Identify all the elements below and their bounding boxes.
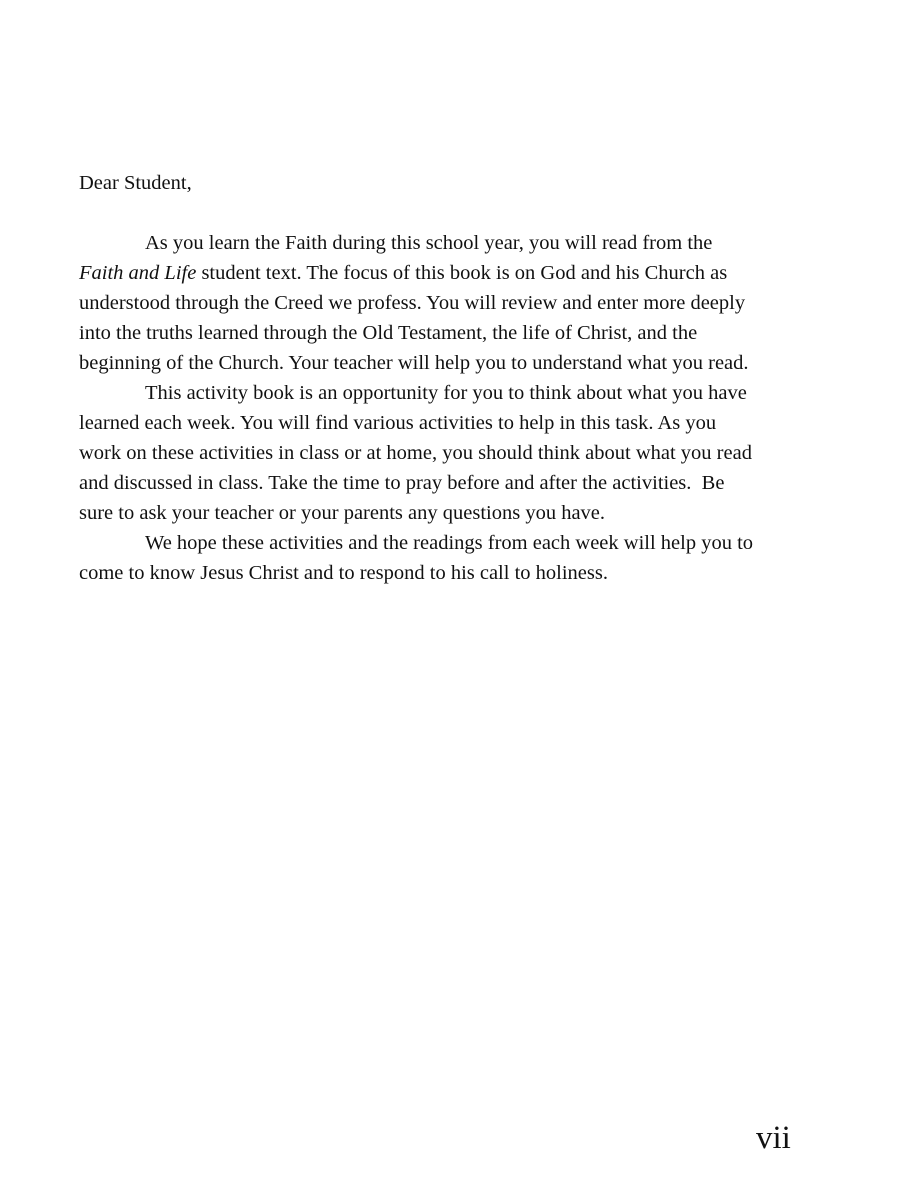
text-fragment: student text. The focus of this book is on God and his Church as [196,262,728,284]
text-line: This activity book is an opportunity for you to think about what you have [145,382,747,404]
page-number: vii [756,1120,791,1156]
text-line [79,258,799,288]
salutation: Dear Student, [79,172,192,194]
text-line: and discussed in class. Take the time to pray before and after the activities. Be [79,472,725,494]
text-line: work on these activities in class or at home, you should think about what you read [79,442,752,464]
book-title: Faith and Life [79,262,197,284]
letter-body [79,228,799,588]
text-line: sure to ask your teacher or your parents any questions you have. [79,502,606,524]
text-line: come to know Jesus Christ and to respond to his call to holiness. [79,562,608,584]
text-line: understood through the Creed we profess. You will review and enter more deeply [79,292,746,314]
text-line: into the truths learned through the Old Testament, the life of Christ, and the [79,322,698,344]
text-line: learned each week. You will find various activities to help in this task. As you [79,412,717,434]
text-line: We hope these activities and the readings from each week will help you to [145,532,754,554]
paragraph-1 [79,228,799,378]
text-line: beginning of the Church. Your teacher will help you to understand what you read. [79,352,749,374]
text-line: As you learn the Faith during this school year, you will read from the [145,232,713,254]
paragraph-2 [79,378,799,528]
paragraph-3 [79,528,799,588]
